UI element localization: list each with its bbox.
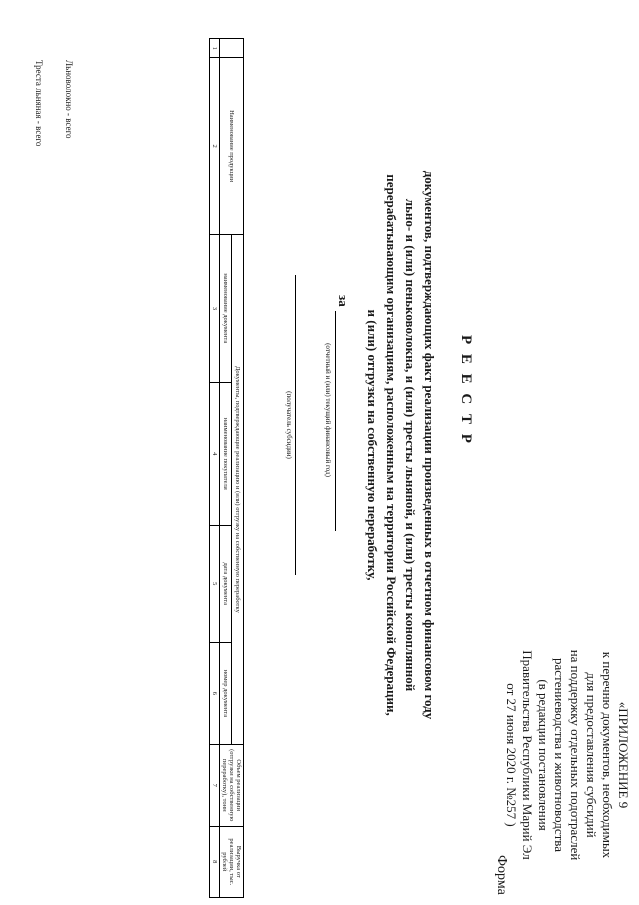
form-label: Форма [494,855,509,895]
col-number: 4 [210,382,220,525]
registry-table [209,38,244,898]
header-volume: Объем реализации (отгрузки на собственную переработку), тонн [220,744,244,826]
header-docname: наименование документа [220,234,232,382]
total-flax-fiber: Льноволокно - всего [64,60,74,139]
recipient-blank [295,275,304,575]
col-number: 2 [210,58,220,234]
period-blank [335,311,348,531]
subtitle-line: и (или) отгрузки на собственную переработку, [365,309,380,581]
column-number-row [210,39,220,898]
col-number: 6 [210,642,220,744]
header-buyer: наименование покупателя [220,382,232,525]
col-number: 7 [210,744,220,826]
header-product: Наименование продукции [220,58,244,234]
header-docnum: номер документа [220,642,232,744]
appendix-line: к перечню документов, необходимых [600,651,615,859]
col-number: 3 [210,234,220,382]
total-flax-stock: Треста льняная - всего [34,60,44,147]
appendix-line: «ПРИЛОЖЕНИЕ 9 [616,701,631,809]
period-hint: (отчетный и (или) текущий финансовый год) [324,343,332,477]
header-revenue: Выручка от реализации, тыс. рублей [220,826,244,897]
document-subtitle [363,55,439,835]
header-docs-group: Документы, подтверждающие реализацию и (или) отгрузку на собственную переработку [232,234,244,744]
subtitle-line: перерабатывающим организациям, расположенным на территории Российской Федерации, [384,174,399,716]
subtitle-line: льно- и (или) пеньковолокна, и (или) тресты льняной, и (или) тресты коноплянной [403,198,418,692]
recipient-hint: (получатель субсидии) [285,391,293,459]
totals-block [24,60,84,146]
col-number: 5 [210,525,220,642]
header-date: дата документа [220,525,232,642]
appendix-line: растениеводства и животноводства [552,657,567,853]
appendix-line: для предоставления субсидий [584,672,599,838]
document-title: Р Е Е С Т Р [458,335,474,446]
appendix-line: (в редакции постановления [536,679,551,831]
period-field [335,295,351,531]
col-number: 8 [210,826,220,897]
subtitle-line: документов, подтверждающих факт реализации произведенных в отчетном финансовом году [422,170,437,720]
col-number: 1 [210,39,220,58]
appendix-header [503,610,631,900]
appendix-line: от 27 июня 2020 г. №257 ) [504,683,519,827]
header-row [232,39,244,898]
period-prefix: за [336,295,351,307]
appendix-line: на поддержку отдельных подотраслей [568,649,583,861]
empty-header-cell [220,39,244,58]
appendix-line: Правительства Республики Марий Эл [520,650,535,860]
